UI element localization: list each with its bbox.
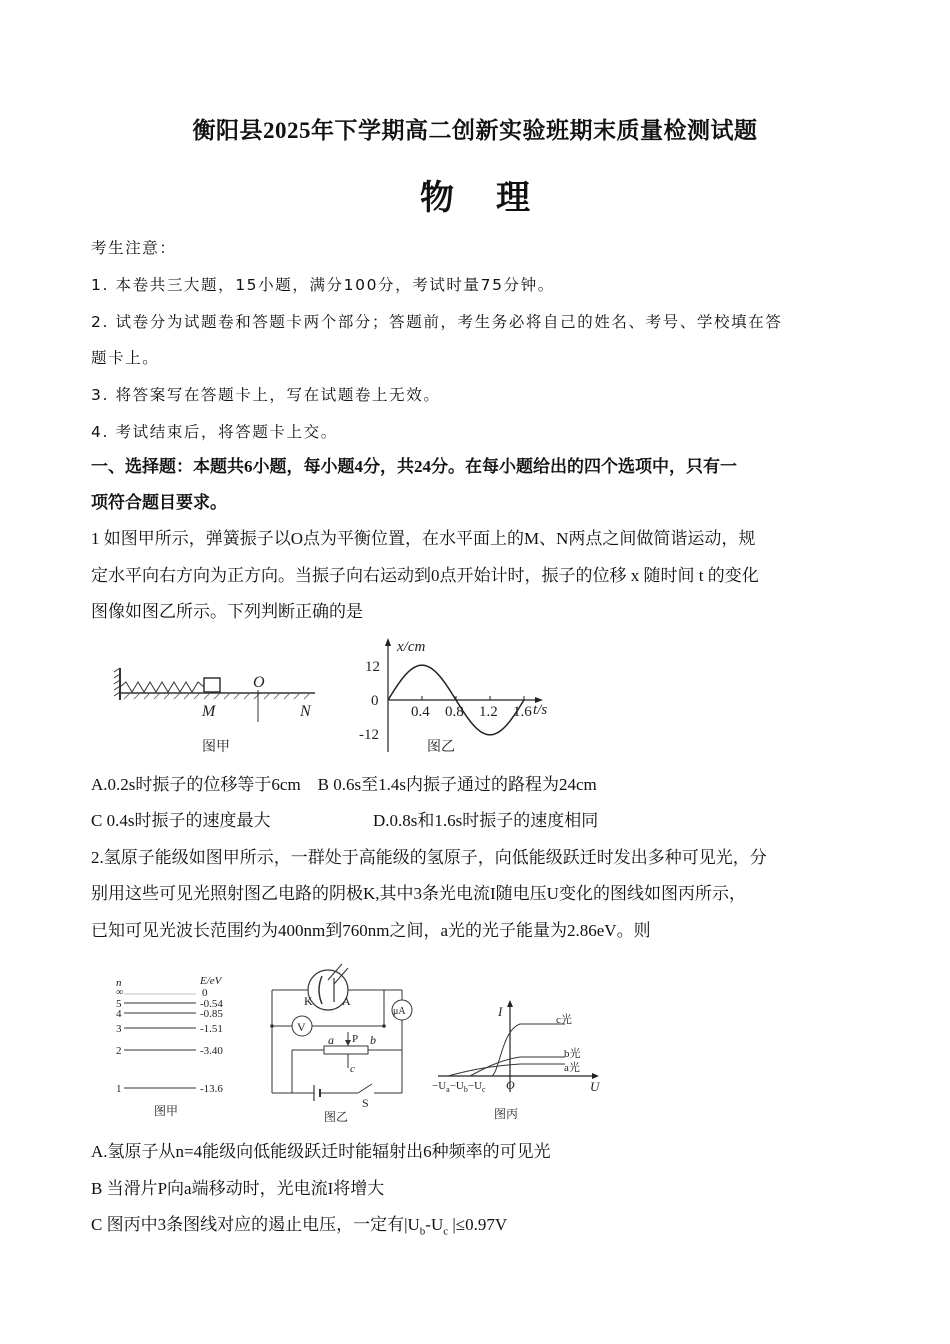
- figure-caption: 图乙: [324, 1110, 349, 1124]
- svg-text:3: 3: [116, 1023, 122, 1035]
- curve-label-b: b光: [564, 1048, 581, 1060]
- q2-figure-jia-energy-levels: [108, 970, 248, 1125]
- svg-text:S: S: [362, 1096, 369, 1110]
- svg-text:V: V: [297, 1020, 306, 1034]
- notice-heading: 考生注意：: [91, 239, 177, 257]
- svg-text:1: 1: [116, 1083, 122, 1095]
- notice-item: 2. 试卷分为试题卷和答题卡两个部分；答题前，考生务必将自己的姓名、考号、学校填在答: [91, 313, 783, 331]
- microammeter-icon: [392, 1000, 412, 1020]
- label-n: N: [300, 703, 311, 720]
- q2-figure-bing-iu-curves: [430, 990, 615, 1125]
- rheostat-icon: [292, 1032, 402, 1093]
- q2-stem: 别用这些可见光照射图乙电路的阴极K,其中3条光电流I随电压U变化的图线如图丙所示，: [91, 884, 746, 903]
- label-o: O: [253, 674, 265, 691]
- option-c-text: C 0.4s时振子的速度最大: [91, 811, 271, 830]
- figure-caption: 图乙: [427, 740, 455, 755]
- stopping-voltage-labels: $-U_a-U_b-U_c$: [432, 1080, 486, 1094]
- q1-stem: 定水平向右方向为正方向。当振子向右运动到0点开始计时，振子的位移 x 随时间 t 的变化: [91, 566, 759, 585]
- svg-text:c: c: [350, 1063, 355, 1075]
- curve-label-a: a光: [564, 1062, 580, 1074]
- level-2: [116, 1045, 223, 1057]
- notice-item: 1. 本卷共三大题，15小题，满分100分，考试时量75分钟。: [91, 276, 555, 294]
- q1-figure-yi-chart: [355, 632, 570, 760]
- level-1: [116, 1083, 223, 1095]
- x-tick-label: 0.8: [445, 704, 464, 720]
- notice-item: 4. 考试结束后，将答题卡上交。: [91, 423, 338, 441]
- section-heading: 一、选择题：本题共6小题，每小题4分，共24分。在每小题给出的四个选项中，只有一: [91, 457, 737, 476]
- exam-title: 衡阳县2025年下学期高二创新实验班期末质量检测试题: [192, 118, 758, 143]
- e-label: E/eV: [200, 975, 222, 987]
- q1-stem: 图像如图乙所示。下列判断正确的是: [91, 602, 363, 621]
- svg-text:5: 5: [116, 998, 122, 1010]
- svg-text:-0.54: -0.54: [200, 998, 223, 1010]
- q2-option-a: A.氢原子从n=4能级向低能级跃迁时能辐射出6种频率的可见光: [91, 1142, 551, 1161]
- q2-stem: 已知可见光波长范围约为400nm到760nm之间，a光的光子能量为2.86eV。则: [91, 921, 651, 940]
- subject-title: 物理: [420, 180, 572, 217]
- n-inf: ∞: [116, 987, 124, 998]
- curve-label-c: c光: [556, 1014, 572, 1026]
- option-d-text: D.0.8s和1.6s时振子的速度相同: [373, 811, 599, 830]
- figure-caption: 图丙: [494, 1107, 519, 1121]
- figure-caption: 图甲: [154, 1104, 179, 1118]
- q2-option-c: C 图丙中3条图线对应的遏止电压，一定有$|U_b-U_c$ |≤0.97V: [91, 1215, 508, 1238]
- option-a-text: A.0.2s时振子的位移等于6cm: [91, 775, 301, 794]
- q1-figure-jia: [110, 660, 330, 760]
- notice-item: 3. 将答案写在答题卡上，写在试题卷上无效。: [91, 386, 441, 404]
- curve-b: [470, 1057, 565, 1076]
- y-tick-label: 12: [365, 659, 380, 675]
- wall-icon: [114, 668, 120, 700]
- q1-option-a: [91, 773, 861, 797]
- q2-figure-yi-circuit: [262, 960, 422, 1125]
- svg-text:K: K: [304, 994, 313, 1008]
- voltmeter-icon: [270, 990, 386, 1036]
- y-axis-label: x/cm: [397, 639, 426, 655]
- svg-text:-3.40: -3.40: [200, 1045, 223, 1057]
- svg-text:A: A: [342, 994, 351, 1008]
- notice-item: 题卡上。: [91, 349, 160, 367]
- figure-caption: 图甲: [202, 740, 230, 755]
- inf-energy: 0: [202, 987, 208, 999]
- n-label: n: [116, 977, 122, 989]
- option-b-text: B 0.6s至1.4s内振子通过的路程为24cm: [317, 775, 597, 794]
- svg-text:O: O: [506, 1078, 515, 1092]
- svg-text:-0.85: -0.85: [200, 1008, 223, 1020]
- curve-c: [492, 1024, 565, 1076]
- svg-text:-13.6: -13.6: [200, 1083, 223, 1095]
- block-icon: [204, 678, 220, 692]
- q1-option-c: [91, 809, 861, 833]
- q1-stem: 1 如图甲所示，弹簧振子以O点为平衡位置，在水平面上的M、N两点之间做简谐运动，规: [91, 529, 756, 548]
- x-tick-label: 1.6: [513, 704, 532, 720]
- svg-text:U: U: [590, 1079, 600, 1094]
- q2-option-b: B 当滑片P向a端移动时，光电流I将增大: [91, 1179, 385, 1198]
- x-axis-label: t/s: [533, 702, 548, 718]
- x-tick-label: 1.2: [479, 704, 498, 720]
- svg-text:b: b: [370, 1033, 376, 1047]
- level-3: [116, 1023, 223, 1035]
- section-heading-cont: 项符合题目要求。: [91, 493, 227, 512]
- y-tick-label: -12: [359, 727, 379, 743]
- x-tick-label: 0.4: [411, 704, 430, 720]
- svg-text:4: 4: [116, 1008, 122, 1020]
- svg-text:a: a: [328, 1033, 334, 1047]
- svg-text:μA: μA: [393, 1006, 406, 1017]
- spring-icon: [120, 682, 204, 692]
- curve-a: [448, 1064, 565, 1076]
- svg-text:-1.51: -1.51: [200, 1023, 223, 1035]
- label-m: M: [202, 703, 216, 720]
- svg-text:2: 2: [116, 1045, 122, 1057]
- q2-stem: 2.氢原子能级如图甲所示，一群处于高能级的氢原子，向低能级跃迁时发出多种可见光，分: [91, 848, 767, 867]
- level-4: [116, 1008, 223, 1020]
- svg-text:I: I: [498, 1004, 503, 1019]
- svg-text:P: P: [352, 1033, 359, 1045]
- y-tick-label: 0: [371, 693, 379, 709]
